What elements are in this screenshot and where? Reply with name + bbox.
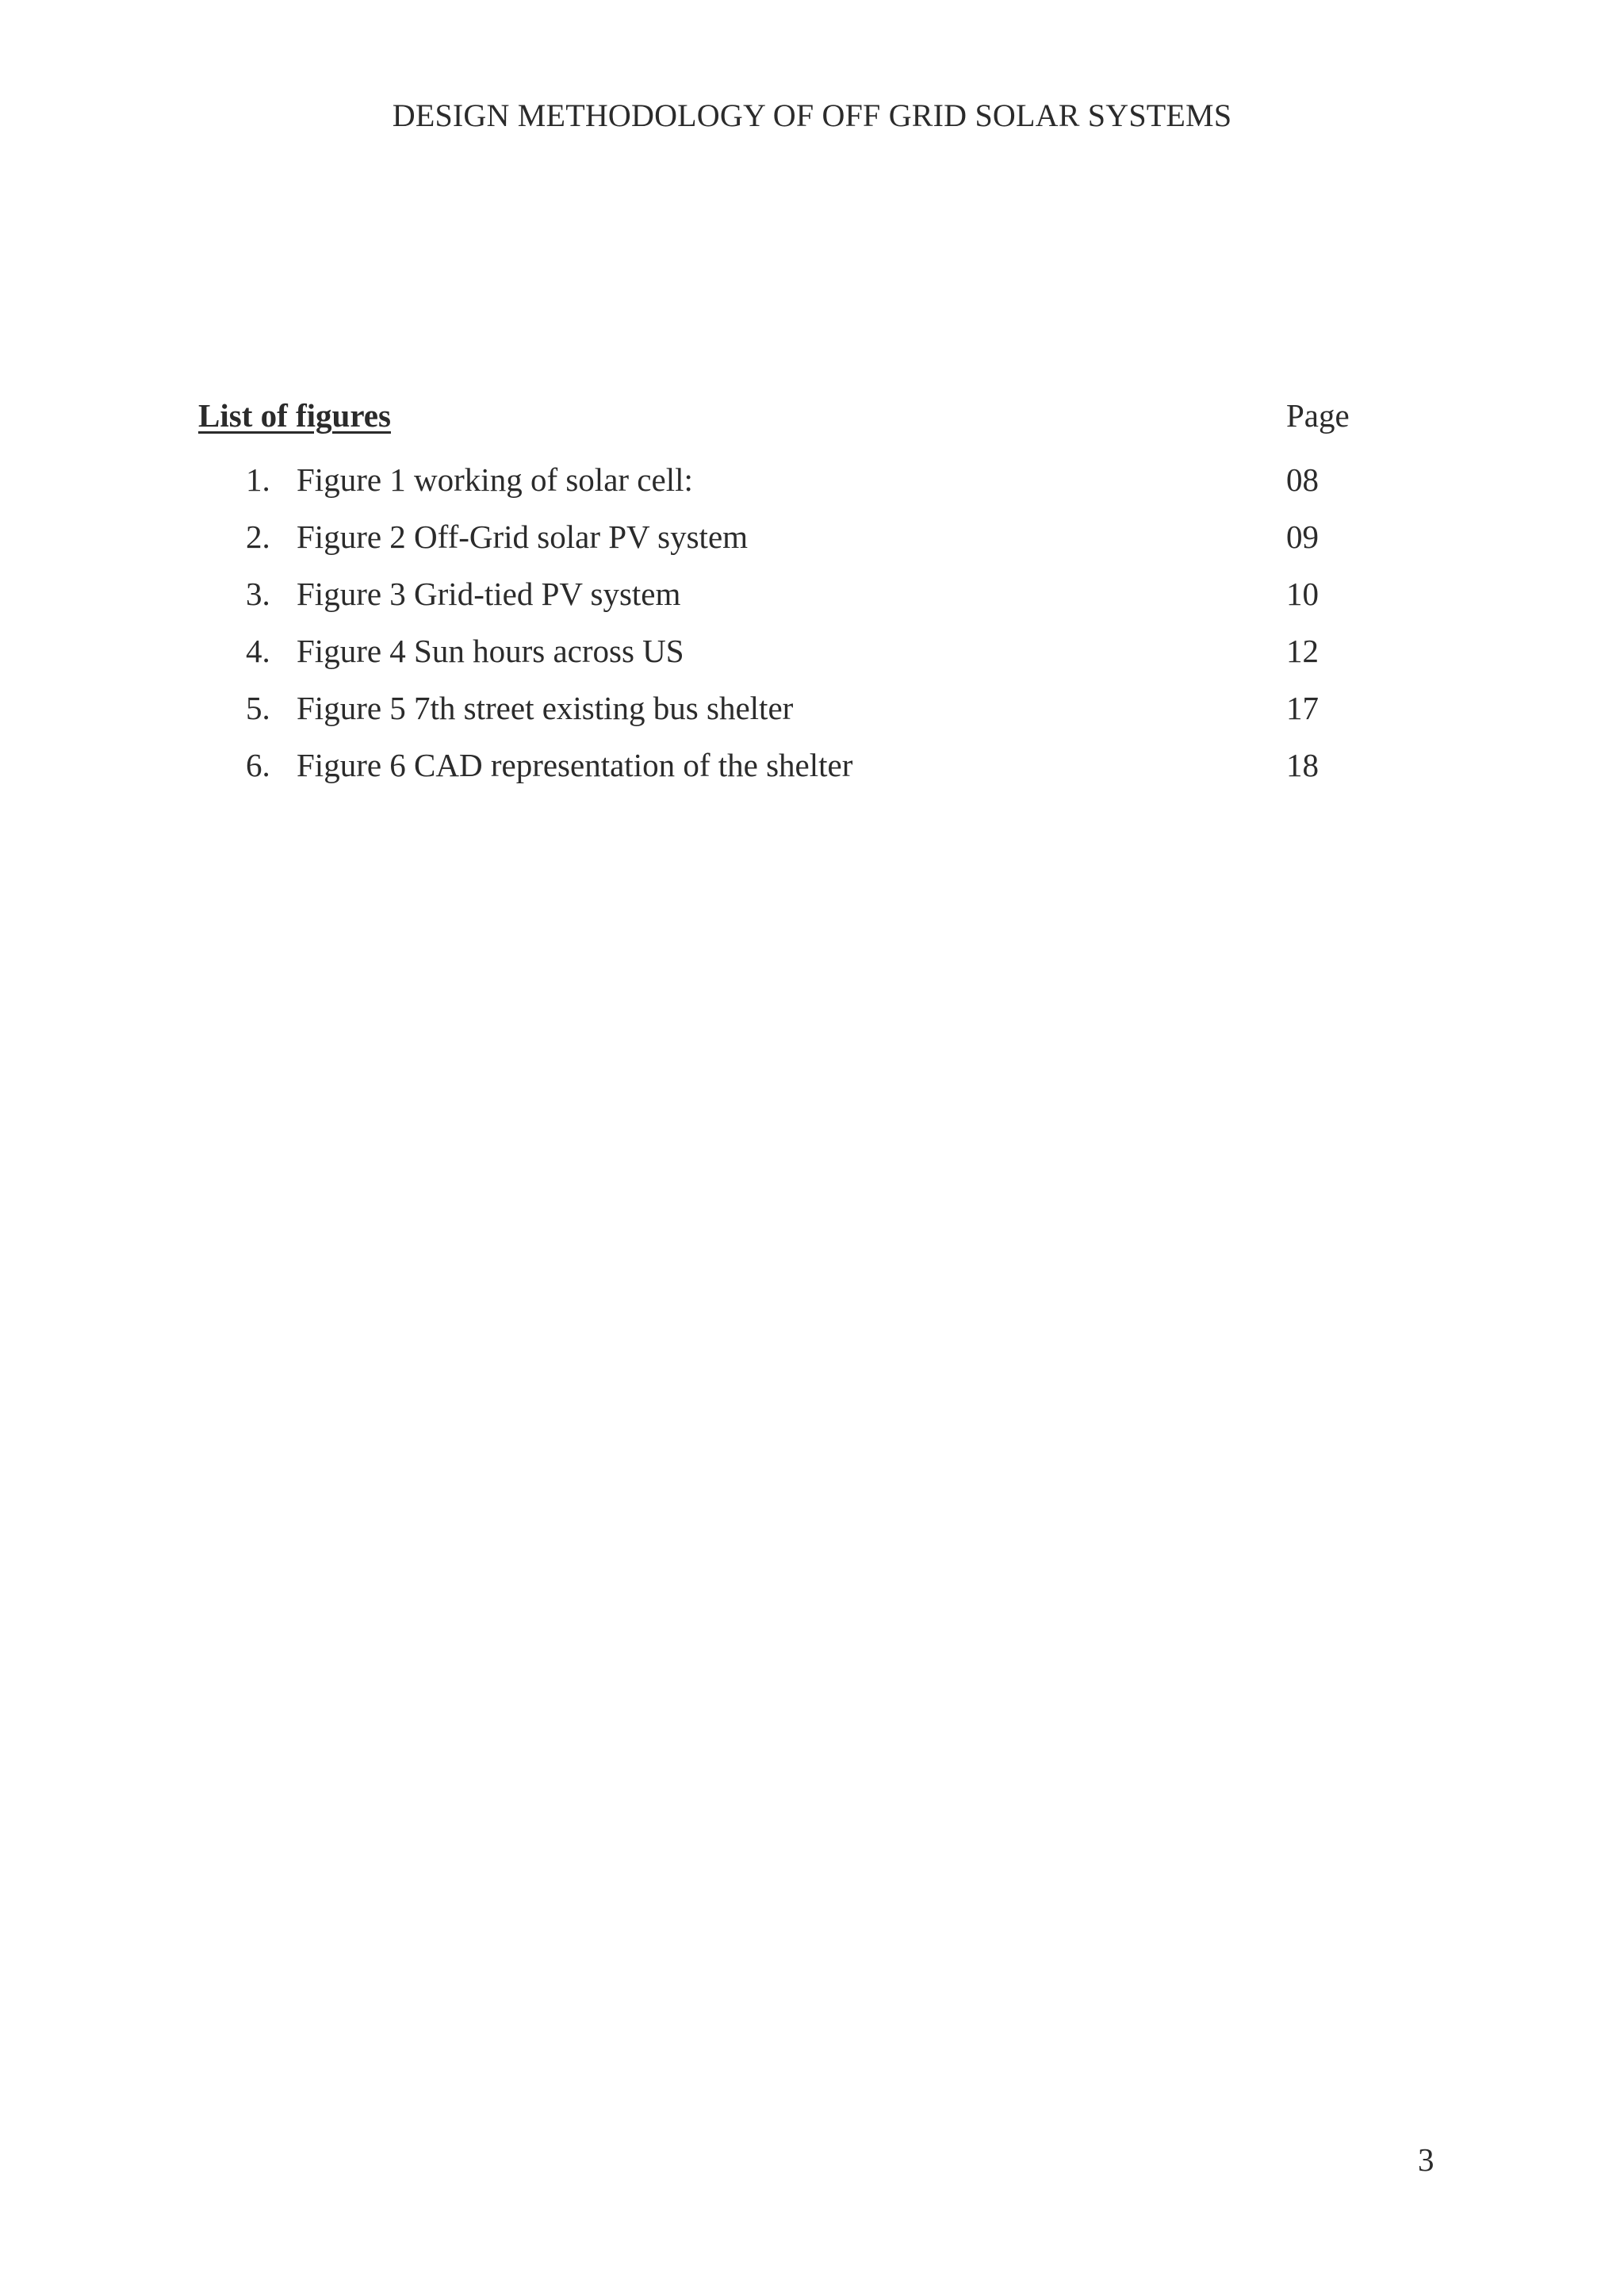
list-of-figures-heading: List of figures bbox=[198, 397, 391, 434]
figure-list-item bbox=[0, 631, 1624, 688]
figure-list-item bbox=[0, 574, 1624, 631]
figure-list-number: 2. bbox=[246, 519, 270, 555]
figure-list-number: 5. bbox=[246, 690, 270, 726]
page-number: 3 bbox=[1418, 2141, 1434, 2178]
figure-list-title: Figure 6 CAD representation of the shelter bbox=[297, 747, 853, 783]
figure-list-page: 10 bbox=[1286, 576, 1319, 612]
figure-list-number: 1. bbox=[246, 461, 270, 498]
figure-list-page: 08 bbox=[1286, 461, 1319, 498]
page-column-heading: Page bbox=[1286, 397, 1350, 434]
figure-list-title: Figure 4 Sun hours across US bbox=[297, 633, 684, 669]
figure-list-title: Figure 1 working of solar cell: bbox=[297, 461, 693, 498]
running-header: DESIGN METHODOLOGY OF OFF GRID SOLAR SYSTEMS bbox=[392, 98, 1232, 133]
figure-list-item bbox=[0, 688, 1624, 745]
figure-list-title: Figure 2 Off-Grid solar PV system bbox=[297, 519, 749, 555]
figure-list-item bbox=[0, 460, 1624, 517]
figure-list-number: 3. bbox=[246, 576, 270, 612]
figure-list-number: 6. bbox=[246, 747, 270, 783]
figure-list-item bbox=[0, 517, 1624, 574]
figure-list-title: Figure 3 Grid-tied PV system bbox=[297, 576, 681, 612]
figure-list-item bbox=[0, 745, 1624, 802]
figure-list-page: 12 bbox=[1286, 633, 1319, 669]
figure-list-page: 09 bbox=[1286, 519, 1319, 555]
figure-list-page: 17 bbox=[1286, 690, 1319, 726]
figure-list-page: 18 bbox=[1286, 747, 1319, 783]
figure-list-title: Figure 5 7th street existing bus shelter bbox=[297, 690, 794, 726]
figure-list-number: 4. bbox=[246, 633, 270, 669]
figure-list bbox=[0, 460, 1624, 802]
